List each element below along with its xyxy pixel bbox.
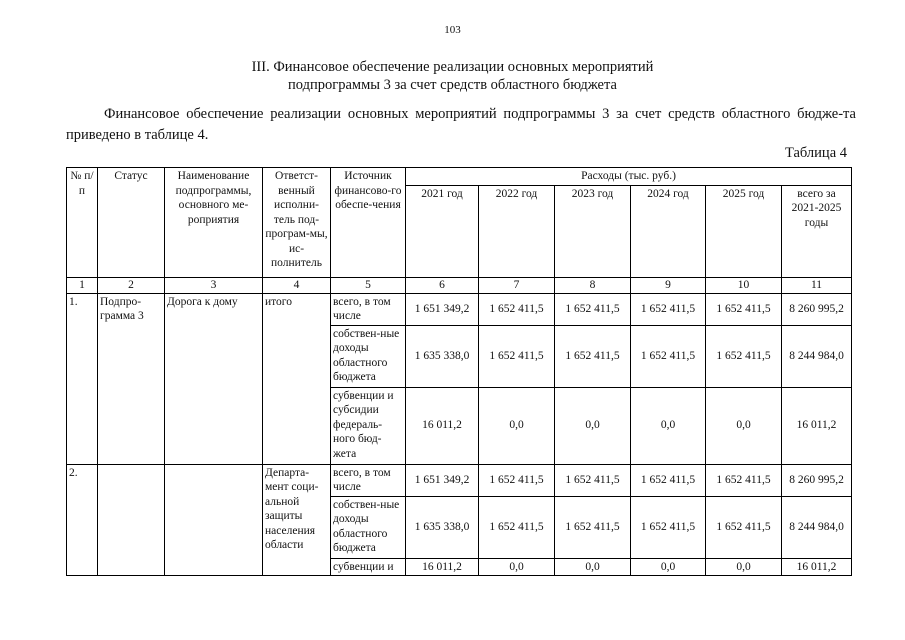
section-title-line1: III. Финансовое обеспечение реализации основных мероприятий	[251, 59, 654, 75]
value-cell: 1 652 411,5	[631, 325, 706, 387]
value-cell: 1 635 338,0	[406, 496, 479, 558]
section-title	[0, 58, 905, 94]
col-number: 2	[98, 277, 165, 293]
header-source: Источник финансово-го обеспе-чения	[331, 168, 406, 278]
value-cell: 0,0	[555, 558, 631, 576]
value-cell: 1 652 411,5	[706, 325, 782, 387]
value-cell: 0,0	[479, 558, 555, 576]
header-expenses: Расходы (тыс. руб.)	[406, 168, 852, 186]
value-cell: 0,0	[631, 387, 706, 464]
value-cell: 1 652 411,5	[631, 293, 706, 325]
value-cell: 1 652 411,5	[479, 325, 555, 387]
page-number: 103	[444, 24, 461, 36]
row-name: Дорога к дому	[165, 293, 263, 464]
value-cell: 16 011,2	[406, 558, 479, 576]
col-number: 11	[782, 277, 852, 293]
value-cell: 0,0	[555, 387, 631, 464]
col-number: 6	[406, 277, 479, 293]
value-cell: 1 652 411,5	[631, 496, 706, 558]
col-number: 7	[479, 277, 555, 293]
row-num: 1.	[67, 293, 98, 464]
value-cell: 0,0	[706, 558, 782, 576]
value-cell: 1 652 411,5	[631, 464, 706, 496]
value-cell: 0,0	[631, 558, 706, 576]
row-executor: Департа-мент соци-альной защиты населения области	[263, 464, 331, 576]
value-cell: 0,0	[706, 387, 782, 464]
value-cell: 1 635 338,0	[406, 325, 479, 387]
value-cell: 8 260 995,2	[782, 293, 852, 325]
value-cell: 8 244 984,0	[782, 496, 852, 558]
row-source: собствен-ные доходы областного бюджета	[331, 496, 406, 558]
value-cell: 1 652 411,5	[555, 464, 631, 496]
row-status: Подпро-грамма 3	[98, 293, 165, 464]
value-cell: 1 652 411,5	[706, 496, 782, 558]
header-total: всего за 2021-2025 годы	[782, 185, 852, 277]
header-status: Статус	[98, 168, 165, 278]
value-cell: 1 652 411,5	[555, 496, 631, 558]
table-caption: Таблица 4	[784, 145, 847, 161]
row-source: собствен-ные доходы областного бюджета	[331, 325, 406, 387]
header-num: № п/п	[67, 168, 98, 278]
col-number: 5	[331, 277, 406, 293]
col-number: 8	[555, 277, 631, 293]
intro-paragraph: Финансовое обеспечение реализации основных мероприятий подпрограммы 3 за счет средств областного бюдже-та приведено в таблице 4.	[66, 106, 856, 143]
col-number: 4	[263, 277, 331, 293]
value-cell: 8 260 995,2	[782, 464, 852, 496]
value-cell: 16 011,2	[782, 558, 852, 576]
value-cell: 1 652 411,5	[706, 464, 782, 496]
row-source: всего, в том числе	[331, 464, 406, 496]
value-cell: 1 651 349,2	[406, 293, 479, 325]
row-source: субвенции и субсидии федераль-ного бюд-жета	[331, 387, 406, 464]
section-title-line2: подпрограммы 3 за счет средств областного бюджета	[288, 77, 617, 93]
header-year: 2023 год	[555, 185, 631, 277]
header-executor: Ответст-венный исполни-тель под-програм-мы, ис-полнитель	[263, 168, 331, 278]
value-cell: 1 652 411,5	[706, 293, 782, 325]
col-number: 10	[706, 277, 782, 293]
table-row	[67, 464, 852, 496]
value-cell: 1 651 349,2	[406, 464, 479, 496]
value-cell: 16 011,2	[782, 387, 852, 464]
header-year: 2024 год	[631, 185, 706, 277]
value-cell: 1 652 411,5	[479, 464, 555, 496]
column-number-row	[67, 277, 852, 293]
header-year: 2022 год	[479, 185, 555, 277]
value-cell: 1 652 411,5	[555, 325, 631, 387]
row-source: субвенции и	[331, 558, 406, 576]
row-num: 2.	[67, 464, 98, 576]
header-name: Наименование подпрограммы, основного ме-роприятия	[165, 168, 263, 278]
row-executor: итого	[263, 293, 331, 464]
value-cell: 1 652 411,5	[555, 293, 631, 325]
finance-table	[66, 167, 852, 576]
value-cell: 0,0	[479, 387, 555, 464]
row-name	[165, 464, 263, 576]
value-cell: 16 011,2	[406, 387, 479, 464]
header-year: 2025 год	[706, 185, 782, 277]
header-row-1	[67, 168, 852, 186]
value-cell: 1 652 411,5	[479, 293, 555, 325]
col-number: 1	[67, 277, 98, 293]
col-number: 9	[631, 277, 706, 293]
row-status	[98, 464, 165, 576]
value-cell: 8 244 984,0	[782, 325, 852, 387]
value-cell: 1 652 411,5	[479, 496, 555, 558]
row-source: всего, в том числе	[331, 293, 406, 325]
table-row	[67, 293, 852, 325]
header-year: 2021 год	[406, 185, 479, 277]
col-number: 3	[165, 277, 263, 293]
